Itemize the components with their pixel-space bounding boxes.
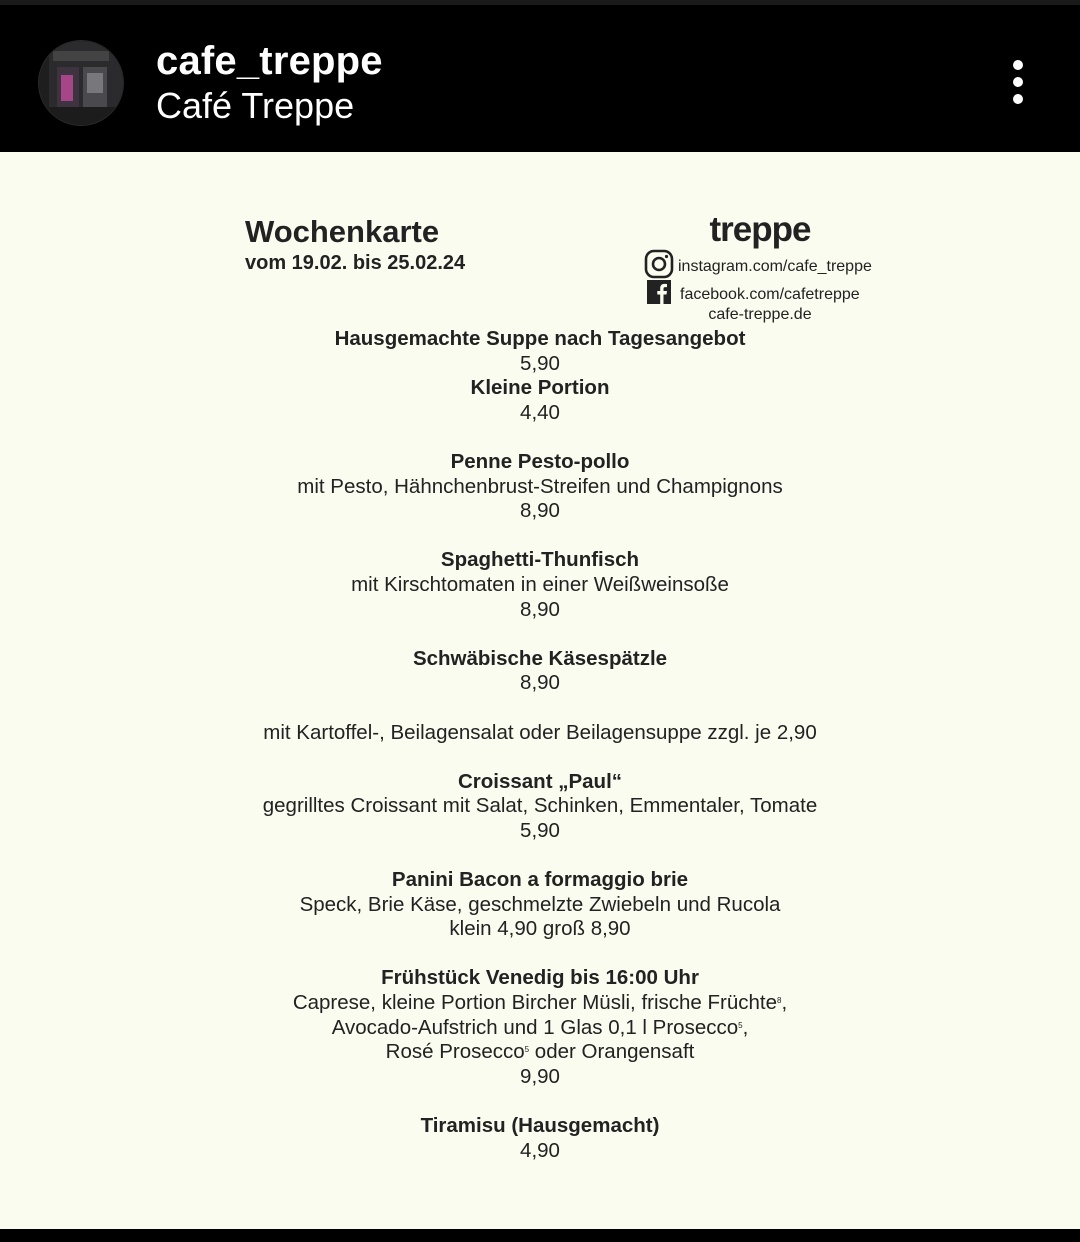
more-dot bbox=[1013, 77, 1023, 87]
menu-item-price: 8,90 bbox=[520, 597, 560, 621]
menu-item-price: klein 4,90 groß 8,90 bbox=[449, 917, 631, 941]
website-link: cafe-treppe.de bbox=[708, 306, 812, 323]
menu-item-price: 5,90 bbox=[520, 818, 560, 842]
avatar[interactable] bbox=[39, 41, 123, 125]
menu-item-price: 8,90 bbox=[520, 671, 560, 695]
more-dot bbox=[1013, 60, 1023, 70]
menu-item-name: Kleine Portion bbox=[470, 376, 610, 400]
full-name: Café Treppe bbox=[156, 85, 355, 126]
post-header bbox=[0, 5, 1080, 152]
menu-item-description: Speck, Brie Käse, geschmelzte Zwiebeln und Rucola bbox=[299, 892, 781, 916]
menu-item-description: Caprese, kleine Portion Bircher Müsli, frische Früchte$^8$, bbox=[292, 991, 788, 1015]
menu-item-price: 4,90 bbox=[520, 1138, 560, 1162]
facebook-icon bbox=[647, 280, 671, 309]
menu-item-description: gegrilltes Croissant mit Salat, Schinken, Emmentaler, Tomate bbox=[262, 794, 818, 818]
menu-item-price: 9,90 bbox=[520, 1064, 560, 1088]
menu-item-description: Rosé Prosecco$^5$ oder Orangensaft bbox=[385, 1040, 695, 1064]
menu-list bbox=[200, 327, 880, 1163]
menu-item-description: Avocado-Aufstrich und 1 Glas 0,1 l Prosecco$^5$, bbox=[331, 1015, 749, 1039]
bottom-bar bbox=[0, 1229, 1080, 1242]
menu-item-price: 5,90 bbox=[520, 351, 560, 375]
menu-item-name: Panini Bacon a formaggio brie bbox=[391, 868, 689, 892]
menu-item-name: Schwäbische Käsespätzle bbox=[412, 646, 668, 670]
menu-date-range: vom 19.02. bis 25.02.24 bbox=[245, 252, 466, 274]
post-image bbox=[0, 152, 1080, 1229]
menu-item-price: 8,90 bbox=[520, 499, 560, 523]
more-dot bbox=[1013, 94, 1023, 104]
menu-item-name: Hausgemachte Suppe nach Tagesangebot bbox=[334, 327, 746, 350]
menu-side-note: mit Kartoffel-, Beilagensalat oder Beilagensuppe zzgl. je 2,90 bbox=[263, 720, 817, 744]
menu-item-description: mit Pesto, Hähnchenbrust-Streifen und Champignons bbox=[297, 474, 783, 498]
storefront-photo-icon bbox=[39, 41, 123, 125]
instagram-icon bbox=[644, 249, 674, 284]
facebook-row bbox=[644, 280, 860, 309]
facebook-link: facebook.com/cafetreppe bbox=[680, 285, 860, 303]
menu-item-name: Penne Pesto-pollo bbox=[450, 449, 630, 473]
menu-item-name: Tiramisu (Hausgemacht) bbox=[420, 1114, 660, 1137]
menu-item-name: Croissant „Paul“ bbox=[457, 769, 623, 793]
menu-item-name: Frühstück Venedig bis 16:00 Uhr bbox=[381, 966, 699, 990]
menu-item-price: 4,40 bbox=[520, 400, 560, 424]
menu-item-name: Spaghetti-Thunfisch bbox=[440, 548, 640, 572]
brand-logo: treppe bbox=[709, 210, 811, 249]
menu-item-description: mit Kirschtomaten in einer Weißweinsoße bbox=[351, 572, 729, 596]
instagram-link: instagram.com/cafe_treppe bbox=[678, 257, 872, 275]
menu-title: Wochenkarte bbox=[245, 214, 440, 249]
username[interactable]: cafe_treppe bbox=[156, 39, 383, 83]
instagram-row bbox=[644, 249, 872, 284]
more-vertical-icon[interactable] bbox=[1000, 57, 1036, 109]
